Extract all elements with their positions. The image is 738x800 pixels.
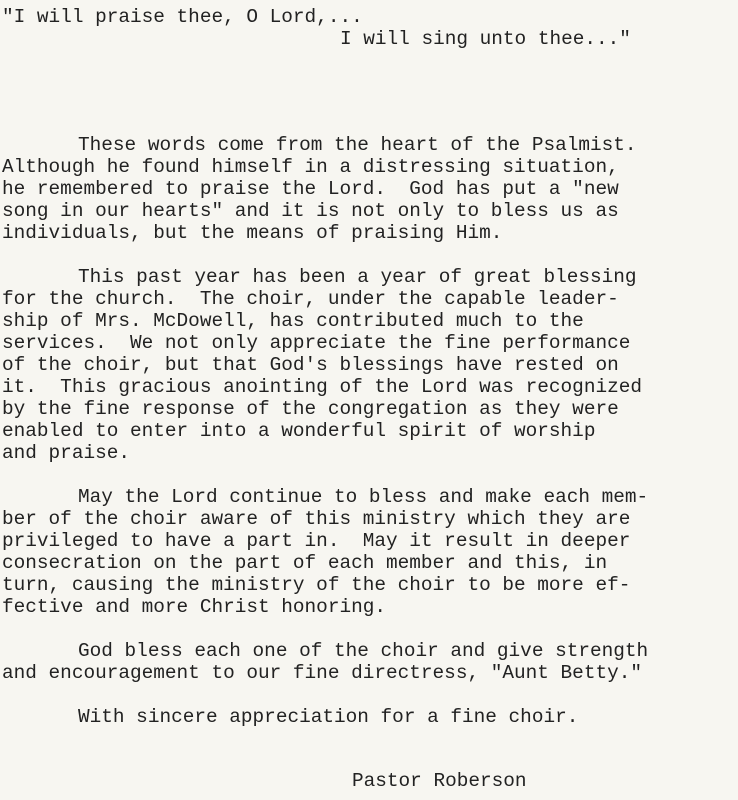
signature: Pastor Roberson xyxy=(352,770,527,792)
paragraph-2-line-4: services. We not only appreciate the fine performance xyxy=(2,332,631,354)
paragraph-4-line-1: God bless each one of the choir and give strength xyxy=(78,640,649,662)
paragraph-3-line-5: turn, causing the ministry of the choir to be more ef- xyxy=(2,574,631,596)
paragraph-1-line-3: he remembered to praise the Lord. God has put a "new xyxy=(2,178,619,200)
paragraph-1-line-4: song in our hearts" and it is not only to bless us as xyxy=(2,200,619,222)
paragraph-2-line-2: for the church. The choir, under the capable leader- xyxy=(2,288,619,310)
paragraph-1-line-5: individuals, but the means of praising Him. xyxy=(2,222,503,244)
paragraph-5-line-1: With sincere appreciation for a fine choir. xyxy=(78,706,579,728)
paragraph-3-line-2: ber of the choir aware of this ministry which they are xyxy=(2,508,631,530)
paragraph-1-line-1: These words come from the heart of the Psalmist. xyxy=(78,134,637,156)
paragraph-3-line-6: fective and more Christ honoring. xyxy=(2,596,386,618)
paragraph-3-line-3: privileged to have a part in. May it result in deeper xyxy=(2,530,631,552)
paragraph-2-line-7: by the fine response of the congregation as they were xyxy=(2,398,619,420)
paragraph-3-line-1: May the Lord continue to bless and make each mem- xyxy=(78,486,649,508)
paragraph-3-line-4: consecration on the part of each member and this, in xyxy=(2,552,608,574)
paragraph-2-line-3: ship of Mrs. McDowell, has contributed much to the xyxy=(2,310,584,332)
paragraph-2-line-1: This past year has been a year of great blessing xyxy=(78,266,637,288)
paragraph-1-line-2: Although he found himself in a distressing situation, xyxy=(2,156,619,178)
epigraph-line-2: I will sing unto thee..." xyxy=(340,28,631,50)
paragraph-2-line-8: enabled to enter into a wonderful spirit of worship xyxy=(2,420,596,442)
epigraph-line-1: "I will praise thee, O Lord,... xyxy=(2,6,363,28)
paragraph-2-line-5: of the choir, but that God's blessings have rested on xyxy=(2,354,619,376)
paragraph-2-line-6: it. This gracious anointing of the Lord was recognized xyxy=(2,376,642,398)
paragraph-2-line-9: and praise. xyxy=(2,442,130,464)
paragraph-4-line-2: and encouragement to our fine directress, "Aunt Betty." xyxy=(2,662,642,684)
